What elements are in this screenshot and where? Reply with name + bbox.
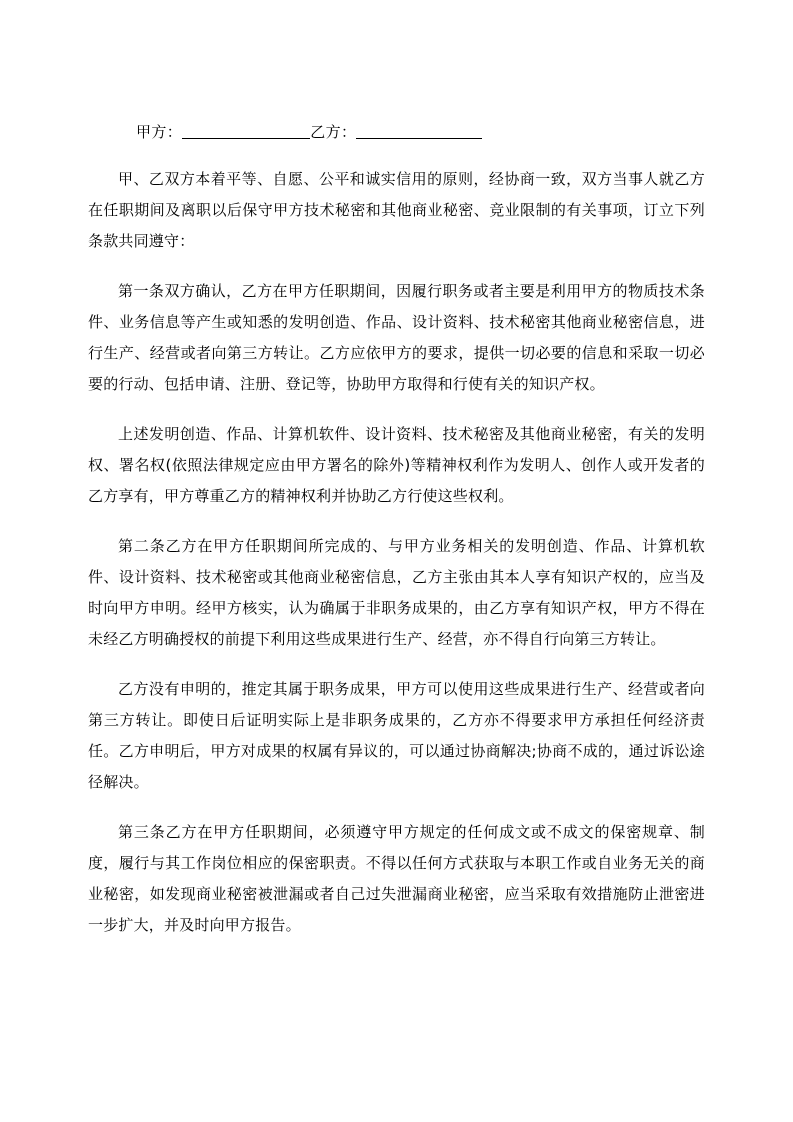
- paragraph-article-2: 第二条乙方在甲方任职期间所完成的、与甲方业务相关的发明创造、作品、计算机软件、设计资料、技术秘密或其他商业秘密信息，乙方主张由其本人享有知识产权的，应当及时向甲方申明。经甲方核实，认为确属于非职务成果的，由乙方享有知识产权，甲方不得在未经乙方明确授权的前提下利用这些成果进行生产、经营，亦不得自行向第三方转让。: [88, 537, 705, 648]
- party-b-signature-blank[interactable]: [356, 138, 482, 139]
- paragraph-article-1-continued: 上述发明创造、作品、计算机软件、设计资料、技术秘密及其他商业秘密，有关的发明权、署名权(依照法律规定应由甲方署名的除外)等精神权利作为发明人、创作人或开发者的乙方享有，甲方尊重乙方的精神权利并协助乙方行使这些权利。: [88, 425, 705, 505]
- party-a-label: 甲方：: [136, 123, 183, 141]
- paragraph-article-3: 第三条乙方在甲方任职期间，必须遵守甲方规定的任何成文或不成文的保密规章、制度，履行与其工作岗位相应的保密职责。不得以任何方式获取与本职工作或自业务无关的商业秘密，如发现商业秘密被泄漏或者自己过失泄漏商业秘密，应当采取有效措施防止泄密进一步扩大，并及时向甲方报告。: [88, 823, 705, 934]
- paragraph-article-1: 第一条双方确认，乙方在甲方任职期间，因履行职务或者主要是利用甲方的物质技术条件、业务信息等产生或知悉的发明创造、作品、设计资料、技术秘密其他商业秘密信息，进行生产、经营或者向第三方转让。乙方应依甲方的要求，提供一切必要的信息和采取一切必要的行动、包括申请、注册、登记等，协助甲方取得和行使有关的知识产权。: [88, 282, 705, 393]
- party-b-label: 乙方：: [310, 123, 357, 141]
- signature-line: [88, 118, 705, 146]
- paragraph-preamble: 甲、乙双方本着平等、自愿、公平和诚实信用的原则，经协商一致，双方当事人就乙方在任职期间及离职以后保守甲方技术秘密和其他商业秘密、竞业限制的有关事项，订立下列条款共同遵守：: [88, 170, 705, 250]
- party-a-signature-blank[interactable]: [182, 138, 310, 139]
- paragraph-article-2-continued: 乙方没有申明的，推定其属于职务成果，甲方可以使用这些成果进行生产、经营或者向第三方转让。即使日后证明实际上是非职务成果的，乙方亦不得要求甲方承担任何经济责任。乙方申明后，甲方对成果的权属有异议的，可以通过协商解决;协商不成的，通过诉讼途径解决。: [88, 680, 705, 791]
